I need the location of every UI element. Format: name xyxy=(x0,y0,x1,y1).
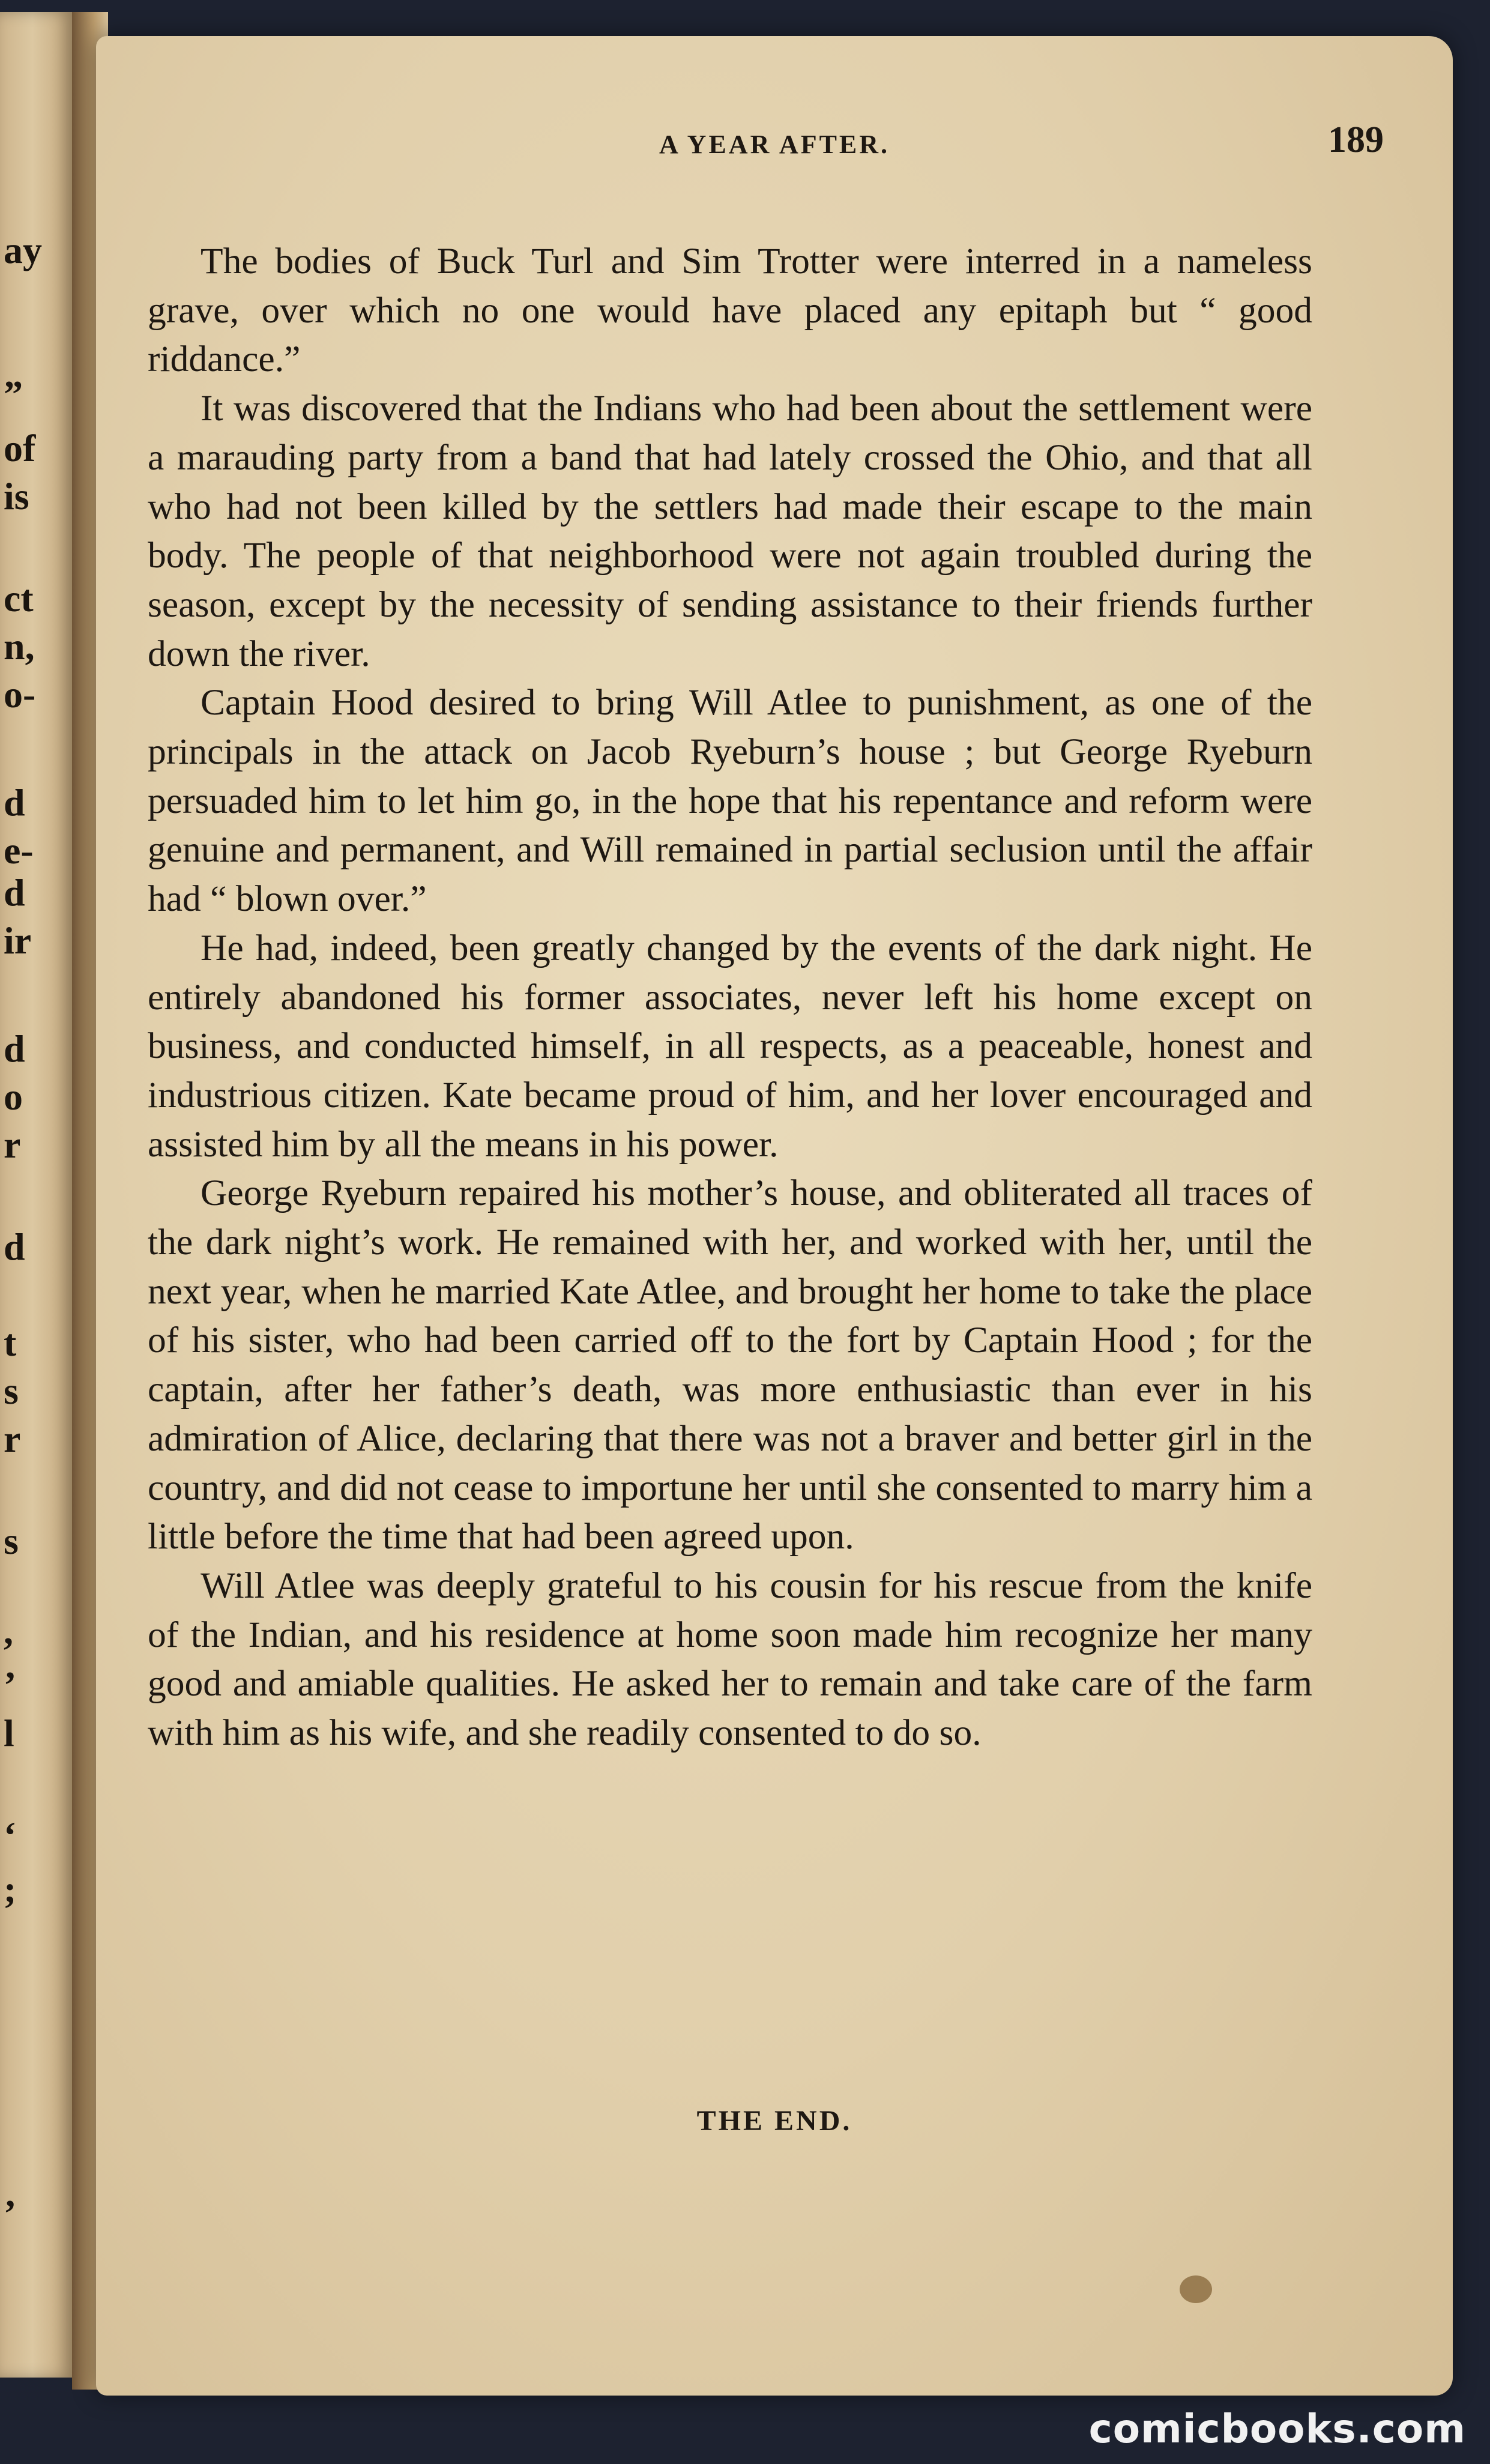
left-page-fragment: d xyxy=(4,1225,25,1268)
left-page-fragment: s xyxy=(4,1369,19,1412)
left-page-fragment: l xyxy=(4,1712,14,1754)
left-page-fragment: o- xyxy=(4,673,36,716)
left-page-fragment: o xyxy=(4,1075,23,1118)
left-page-fragment: d xyxy=(4,1027,25,1070)
left-page-fragment: n, xyxy=(4,625,35,668)
watermark-text: comicbooks.com xyxy=(1088,2406,1466,2452)
left-page-fragment: ; xyxy=(4,1868,17,1910)
left-page-fragment: d xyxy=(4,781,25,824)
left-page-fragment: ‘ xyxy=(4,1814,17,1856)
left-page-fragment: e- xyxy=(4,829,34,872)
left-page-fragment: of xyxy=(4,427,36,470)
paragraph: The bodies of Buck Turl and Sim Trotter were interred in a nameless grave, over which no one would have placed any epitaph but “ good riddance.” xyxy=(148,241,1312,380)
left-page-fragment: , xyxy=(4,1610,13,1652)
left-page-fragment: ’ xyxy=(4,2192,17,2235)
left-page-fragment: d xyxy=(4,871,25,914)
paragraph: George Ryeburn repaired his mother’s house, and obliterated all traces of the dark night’s work. He remained with her, and worked with her, until the next year, when he married Kate Atlee, and brought her home to take the place of his sister, who had been carried off to the fort by Captain Hood ; for the captain, after her father’s death, was more enthusiastic than ever in his admiration of Alice, declaring that there was not a braver and better girl in the country, and did not cease to importune her until she consented to marry him a little before the time that had been agreed upon. xyxy=(148,1173,1312,1557)
body-text xyxy=(148,237,1312,1758)
left-page-fragment: ct xyxy=(4,577,34,620)
paragraph: Will Atlee was deeply grateful to his cousin for his rescue from the knife of the Indian, and his residence at home soon made him recognize her many good and amiable qualities. He asked her to remain and take care of the farm with him as his wife, and she readily consented to do so. xyxy=(148,1565,1312,1754)
ink-stain xyxy=(1180,2275,1212,2303)
left-page-fragment: s xyxy=(4,1520,19,1562)
left-page-fragment: ir xyxy=(4,919,32,962)
left-page-fragment: is xyxy=(4,475,29,518)
left-page-fragment: t xyxy=(4,1321,17,1364)
left-page-fragment: ’ xyxy=(4,1664,17,1706)
the-end-label: THE END. xyxy=(696,2105,852,2137)
running-title: A YEAR AFTER. xyxy=(659,130,890,159)
paragraph: Captain Hood desired to bring Will Atlee to punishment, as one of the principals in the attack on Jacob Ryeburn’s house ; but George Ryeburn persuaded him to let him go, in the hope that his repentance and reform were genuine and permanent, and Will remained in partial seclusion until the affair had “ blown over.” xyxy=(148,682,1312,920)
left-page-fragment: ay xyxy=(4,229,42,271)
left-page-fragment: ” xyxy=(4,373,23,415)
page-number: 189 xyxy=(1328,119,1384,160)
left-page-fragment: r xyxy=(4,1418,21,1460)
left-page-edge xyxy=(0,12,76,2378)
paragraph: He had, indeed, been greatly changed by the events of the dark night. He entirely abandoned his former associates, never left his home except on business, and conducted himself, in all respects, as a peaceable, honest and industrious citizen. Kate became proud of him, and her lover encouraged and assisted him by all the means in his power. xyxy=(148,927,1312,1165)
left-page-fragment: r xyxy=(4,1123,21,1166)
paragraph: It was discovered that the Indians who had been about the settlement were a marauding party from a band that had lately crossed the Ohio, and that all who had not been killed by the settlers had made their escape to the main body. The people of that neighborhood were not again troubled during the season, except by the necessity of sending assistance to their friends further down the river. xyxy=(148,388,1312,674)
book-page xyxy=(96,36,1453,2396)
